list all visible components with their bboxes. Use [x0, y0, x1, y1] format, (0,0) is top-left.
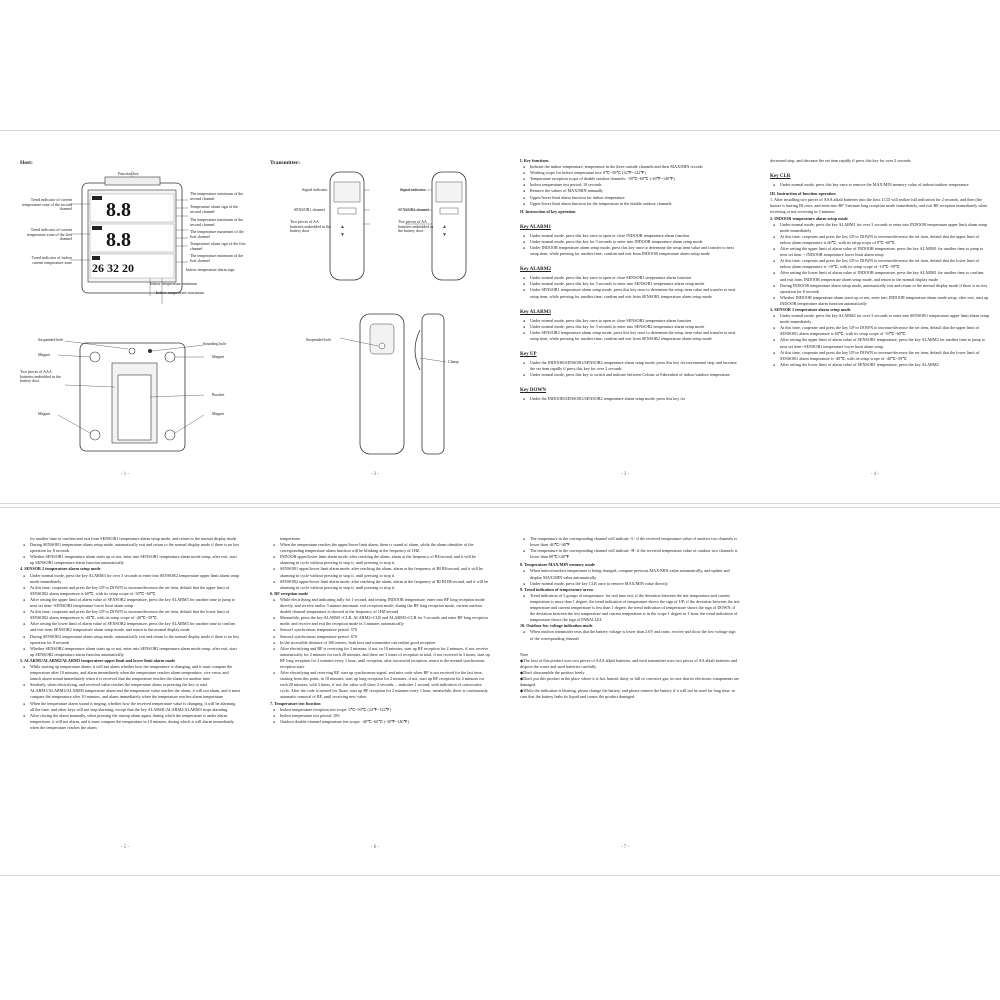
label-signal-2: Signal indicator [400, 187, 426, 192]
magnet-top-left [90, 352, 100, 362]
svg-text:▼: ▼ [340, 233, 345, 238]
page-number: - 2 - [370, 472, 380, 477]
step-item: ● After setting the lower limit of alarm value of INDOOR temperature, press the key ALARM1 for another time to confirm and exit from INDOOR temperature alarm setup mode, and return to the normal display mode [770, 270, 990, 282]
middle-rule-lower [0, 507, 1000, 508]
page-8-blank [750, 528, 1000, 858]
max-min-heading: 8. Temperature MAX/MIN memory mode [520, 562, 595, 568]
step-item: ● At this time, cooperate and press the key UP or DOWN to increase/decrease the set item, default that the upper limit of SENSOR1 alarm temperature is 60℃, with its setup scope of -39℃~60℃ [770, 325, 990, 337]
step-item: ● Indoor temperature reception test scope: 0℃~50℃ (32℉~122℉) [270, 707, 490, 713]
clamp [415, 330, 420, 370]
step-item: ● After electrifying and RF is receiving for 3 minutes, if not, in 10 minutes, start up RF reception for 2 minutes, if not, receive automatically for 2 minutes for each 20 minutes, and there are 3 times of reception in total, if not received in 3 times, start up RF long reception for 2 minutes every 1 hour, until reception, after successful reception, return to the normal synchronous reception state [270, 646, 490, 670]
svg-text:▲: ▲ [442, 225, 447, 230]
feature-item: ● Upper/lower limit alarm function for indoor temperature [520, 195, 740, 201]
transmitter-back-diagram [270, 310, 495, 460]
key-alarm2-label: Key ALARM2 [520, 267, 551, 273]
continued-text: for another time to confirm and exit from SENSOR1 temperature alarm setup mode, and return to the normal display mode [30, 536, 237, 541]
step-item: ● When the temperature reaches the upper/lower limit alarm, there is sound of alarm, while the alarm identifier of the corresponding temperature alarm function will be blinking at the frequency of 1HZ [270, 542, 490, 554]
label-batteries: Two pieces of AAA batteries embedded in the battery door [20, 369, 61, 384]
sensor1-alarm-heading: 3. SENSOR 1 temperature alarm setup mode [770, 306, 851, 312]
key-operation-heading: II. Instruction of key operation [520, 208, 576, 214]
page-1 [0, 150, 250, 485]
svg-text:▲: ▲ [340, 225, 345, 230]
step-item: ● The temperature in the corresponding channel will indicate -H- if the received temperature value of outdoor two channels is lower than 60℃/140℉. [520, 548, 740, 560]
step-item: ● Trend indication of 3 groups of temperature: for real time test, if the deviation between the test temperature and current temperature is more than 1 degree, the trend indication of temperature shows the sign of UP; if the deviation between the test temperature and current temperature is less than 1 degree, the trend indication of temperature shows the sign of DOWN; if the deviation between the test temperature and current temperature is in the scope 1 degree in 1 hour, the trend indication of temperature shows the sign of PARALLEL [520, 593, 740, 623]
rf-heading: 6. RF reception mode [270, 590, 309, 596]
magnet-bottom-right [165, 430, 175, 440]
page-number: - 7 - [620, 845, 630, 850]
step-item: ● While electrifying and indicating fully for 1 second, and testing INDOOR temperature, enter into RF long reception mode directly, and receive and/or 3 minute automatic exit reception mode; during the RF long reception mode, current outdoor double channel temperature is showed at the frequency of 1HZ/second [270, 597, 490, 615]
page-4 [750, 150, 1000, 485]
page-7 [500, 528, 750, 858]
svg-text:▼: ▼ [442, 233, 447, 238]
note-title: Note [520, 651, 529, 657]
step-item: ● SENSOR2 upper/lower limit alarm mode: after reaching the alarm, alarm at the frequency of BI BI BI/second, and it will be alarming in cycle without pressing to stop it, until pressing to stop it. [270, 579, 490, 591]
feature-item: ● Indoor temperature test period: 10 seconds [520, 182, 740, 188]
label-sensor1-channel: SENSOR1 channel [294, 207, 325, 212]
bracket [118, 375, 151, 440]
page-number: - 5 - [120, 845, 130, 850]
top-rule [0, 130, 1000, 131]
label-magnet-left: Magnet [38, 352, 51, 357]
page-number: - 6 - [370, 845, 380, 850]
step-item: ● After setting the upper limit of alarm value of SENSOR1 temperature, press the key ALARM2 for another time to jump to next set item--SENSOR1 temperature lower limit alarm setup [770, 337, 990, 349]
key-up-label: Key UP [520, 351, 537, 357]
step-item: ● In the accessible distance of 100 meters, both host and transmitter can realize good reception [270, 640, 490, 646]
paragraph: 1. After installing two pieces of AAA alkali batteries into the host, LCD will realize full indication for 2 seconds, and then (the buzzer is barring BI once, and enter into RF 3-minute long reception mode immediately, and exit RF reception immediately when receiving or not receiving in 3 minutes [770, 197, 988, 215]
key-alarm3-label: Key ALARM3 [520, 309, 551, 315]
key-item: ● Under normal mode, press this key to switch and indicate between Celsius or Fahrenheit of indoor/outdoor temperature [520, 372, 740, 378]
label-trend-first: Trend indicator of current temperature zone of the first channel [26, 227, 72, 242]
alarm-mode-heading: 5. ALARM1/ALARM2/ALARM3 temperature upper limit and lower limit alarm mode [20, 657, 176, 663]
clamp-body [422, 314, 444, 454]
key-item: ● Under normal mode, press this key for 3 seconds to enter into SENSOR1 temperature alarm setup mode [520, 281, 740, 287]
indoor-alarm-heading: 2. INDOOR temperature alarm setup mode [770, 215, 848, 221]
label-trend-indoor: Trend indicator of indoor current temperature zone [31, 255, 72, 265]
key-item: ● Under INDOOR temperature alarm setup mode, press this key once to determine the setup item value and transfer to next setup item, while pressing for another time, confirm and exit from INDOOR temperature alarm setup mode [520, 245, 740, 257]
step-item: ● After electrifying and receiving RF, start up synchronous signal, and miss code when RF is not received for the last time, starting from this point, in 10 minutes, start up long reception for 2 minutes, if not, start up RF reception for 2 minutes for each 20 minutes, with 3 times, if not, the value will show 2 seconds, – indicates 1 second, with indication of consecutive cycle. After the code is missed for 1hour, start up RF reception for 2 minutes every 1 hour, meanwhile, there is continuously automatic removal of RF, until receiving new value. [270, 670, 490, 700]
step-item: ● Under normal mode, press the key ALARM1 for over 3 seconds to enter into INDOOR temperature upper limit alarm setup mode immediately [770, 222, 990, 234]
transmitter-suspended-hole [379, 343, 385, 349]
label-magnet-right: Magnet [212, 354, 225, 359]
label-indoor-max: Indoor temperature maximum [156, 290, 204, 295]
label-sounding-hole: Sounding hole [203, 341, 227, 346]
label-indoor-min: Indoor temperature minimum [150, 281, 198, 286]
key-item: ● Under normal mode, press this key once to open or close SENSOR2 temperature alarm function [520, 318, 740, 324]
page-2 [250, 150, 500, 485]
key-item: ● Under normal mode, press this key once to open or close SENSOR1 temperature alarm function [520, 275, 740, 281]
label-indoor-alarm: Indoor temperature alarm sign [186, 267, 235, 272]
step-item: ● Whether SENSOR2 temperature alarm starts up or not, enter into SENSOR2 temperature alarm mode setup, after exit, start up SENSOR2 temperature alarm function automatically [20, 646, 240, 658]
label-alarm-sign-second: Temperature alarm sign of the second channel [190, 204, 239, 214]
feature-item: ● Working scope for indoor temperature test: 0℃~50℃ (32℉~122℉) [520, 170, 740, 176]
step-item: ● SENSOR1 upper/lower limit alarm mode: after reaching the alarm, alarm at the frequency of BI BI/second, and it will be alarming in cycle without pressing to stop it, until pressing to stop it. [270, 566, 490, 578]
label-magnet-bottom-left: Magnet [38, 411, 51, 416]
sensor2-alarm-heading: 4. SENSOR 2 temperature alarm setup mode [20, 566, 101, 572]
step-item: ● When indoor/outdoor temperature is being changed, compare previous MAX/MIN value automatically, and update and display MAX/MIN value automatically [520, 568, 740, 580]
label-function-key: Function key [118, 171, 139, 176]
key-item: ● Under normal mode, press this key for 3 seconds to enter into SENSOR2 temperature alarm setup mode [520, 324, 740, 330]
label-magnet-bottom-right: Magnet [212, 411, 225, 416]
key-item: ● Under the INDOOR/SENSOR1/SENSOR2 temperature alarm setup mode, press this key for [520, 396, 740, 402]
note-item: ◆Don't put this product in the place where it is hot, humid, dusty or full of corrosive gas, in case that its electronic components are damaged. [520, 675, 739, 688]
step-item: ● After closing the alarm manually, when pressing the startup alarm again, during which the temperature is under alarm temperature, it will not alarm, and it must compare the temperature in 10 minutes, during which it will alarm immediately when the temperature reaches the alarm [20, 713, 240, 731]
key-item: ● Under normal mode, press this key once to remove the MAX/MIN memory value of indoor/outdoor temperature [770, 182, 990, 188]
label-suspended-hole-tx: Suspended hole [306, 337, 332, 342]
step-item: ● During INDOOR temperature alarm setup mode, automatically exit and return to the normal display mode if there is no key operation for 8 seconds [770, 283, 990, 295]
key-alarm1-label: Key ALARM1 [520, 224, 551, 230]
note-item: ◆The host of this product uses two pieces of AAA alkali batteries, and each transmitter uses two pieces of AA alkali batteries and dispose the waste and used batteries carefully. [520, 657, 738, 669]
step-item: ● While starting up temperature alarm, it will not alarm whether how the temperature is changing, and it must compare the temperature after 10 minutes, and alarm immediately when the temperature reaches alarm temperature, vice versa, and launch alarm sound immediately when it is received that the temperature reaches the alarm for another time [20, 664, 240, 682]
transmitter-title: Transmitter: [270, 160, 301, 166]
step-item: ● After setting the lower limit of alarm value of SENSOR1 temperature, press the key ALARM2 [770, 362, 990, 368]
label-signal-1: Signal indicator [302, 187, 328, 192]
label-temp-max-first: The temperature maximum of the first channel [190, 229, 244, 239]
step-item: ● When outdoor transmitter tests that the battery voltage is lower than 2.6V and rains, receive and show the low voltage sign of the corresponding channel [520, 629, 740, 641]
note-item: ◆While the indication is blurring, please change the battery, and please remove the battery if it will not be used for long time, in case that the battery leaks its liquid and causes the product damaged. [520, 688, 735, 700]
step-item: ● Whether SENSOR1 temperature alarm starts up or not, enter into SENSOR1 temperature alarm mode setup, after exit, start up SENSOR1 temperature alarm function automatically [20, 554, 240, 566]
step-item: ● INDOOR upper/lower limit alarm mode: after reaching the alarm, alarm at the frequency of BI/second, and it will be alarming in cycle without pressing to stop it, until pressing to stop it. [270, 554, 490, 566]
feature-item: ● Remove the values of MAX/MIN manually [520, 188, 740, 194]
step-item: ● At this time, cooperate and press the key UP or DOWN to increase/decrease the set item, default that the lower limit of SENSOR2 alarm temperature is -40℃, with its setup scope of -40℃~59℃ [20, 609, 240, 621]
low-voltage-heading: 10. Outdoor low voltage indication mode [520, 623, 593, 629]
key-item: ● Under SENSOR1 temperature alarm setup mode, press this key once to determine the setup item value and transfer to next setup item, while pressing for another time, confirm and exit from SENSOR1 temperature alarm setup mode [520, 287, 740, 299]
bottom-spread [0, 528, 1000, 858]
note-item: ◆Don't disassemble the product freely [520, 669, 585, 675]
step-item: ● During SENSOR2 temperature alarm setup mode, automatically exit and return to the normal display mode if there is no key operation for 8 seconds [20, 634, 240, 646]
key-clr-label: Key CLR [770, 174, 791, 180]
suspended-hole [129, 348, 135, 354]
key-item: ● Under normal mode, press this key once to open or close INDOOR temperature alarm function [520, 233, 740, 239]
bottom-rule [0, 875, 1000, 876]
step-item: ● Outdoor double-channel temperature test scope: -40℃~60℃ (-40℉~140℉) [270, 719, 490, 725]
label-alarm-sign-first: Temperature alarm sign of the first channel [190, 241, 246, 251]
label-temp-min-first: The temperature minimum of the first channel [190, 253, 244, 263]
label-batteries-1: Two pieces of AA batteries embedded in the battery door [290, 219, 331, 234]
middle-rule-upper [0, 503, 1000, 504]
continued-text: decreased step, and decrease the set item rapidly if press this key for over 2 seconds [770, 158, 911, 163]
key-item: ● Under normal mode, press this key for 3 seconds to enter into INDOOR temperature alarm setup mode [520, 239, 740, 245]
function-operation-heading: III. Instruction of function operation [770, 191, 836, 197]
lcd-row-1: 8.8 [106, 199, 131, 221]
label-temp-min-second-2: The temperature minimum of the second channel [190, 217, 244, 227]
step-item: ● Whether INDOOR temperature alarm starts up or not, enter into INDOOR temperature alarm mode setup, after exit, start up INDOOR temperature alarm function automatically [770, 295, 990, 307]
step-item: ● After setting the lower limit of alarm value of SENSOR2 temperature, press the key ALARM3 for another time to confirm and exit from SENSOR2 temperature alarm setup mode, and return to the normal display mode [20, 621, 240, 633]
step-item: ● After setting the upper limit of alarm value of SENSOR2 temperature, press the key ALARM3 for another time to jump to next set item--SENSOR2 temperature lower limit alarm setup [20, 597, 240, 609]
step-item: ● Under normal mode, press the key ALARM3 for over 3 seconds to enter into SENSOR2 temperature upper limit alarm setup mode immediately [20, 573, 240, 585]
label-trend-second: Trend indicator of current temperature zone of the second channel [22, 197, 72, 212]
step-item: ● At this time, cooperate and press the key UP or DOWN to increase/decrease the set item, default that the upper limit of indoor alarm temperature is 60℃, with its setup scope of 0℃~60℃ [770, 234, 990, 246]
step-item: ● The temperature in the corresponding channel will indicate -L- if the received temperature value of outdoor two channels is lower than -40℃/-40℉ [520, 536, 740, 548]
step-item: ● Similarly, when electrifying, and received value reaches the temperature alarm or pressing the key to start ALARM1/ALARM2/ALARM3 temperature alarm and the temperature value reaches the alarm, it will not alarm, and it must compare the temperature after 10 minutes, and alarm immediately when the temperature reaches alarm temperature [20, 682, 240, 700]
label-temp-min-second: The temperature minimum of the second channel [190, 191, 244, 201]
key-down-label: Key DOWN [520, 388, 546, 394]
key-item: ● Under SENSOR2 temperature alarm setup mode, press this key once to determine the setup item value and transfer to next setup item, while pressing for another time, confirm and exit from SENSOR2 temperature alarm setup mode [520, 330, 740, 342]
function-key-bar [105, 177, 160, 185]
trend-heading: 9. Trend indication of temperature arrow [520, 586, 594, 592]
label-sensor2-channel: SENSOR2 channel [398, 207, 429, 212]
label-clamp: Clamp [448, 359, 459, 364]
top-spread [0, 150, 1000, 485]
page-6 [250, 528, 500, 858]
step-item: ● When the temperature alarm sound is ringing, whether how the received temperature value is changing, it will be alarming all the time, and other keys will not stop alarming, except that the key ALARM1/ALARM2/ALARM3 stops alarming. [20, 701, 240, 713]
step-item: ● Under normal mode, press the key ALARM2 for over 3 seconds to enter into SENSOR1 temperature upper limit alarm setup mode immediately [770, 313, 990, 325]
step-item: ● At this time, cooperate and press the key UP or DOWN to increase/decrease the set item, default that the lower limit of SENSOR1 alarm temperature is -40℃, with its setup scope of -40℃~59℃ [770, 350, 990, 362]
step-item: ● Under normal mode, press the key CLR once to remove MAX/MIN value directly [520, 581, 740, 587]
feature-item: ● Temperature reception scope of double outdoor channels: -50℃~60℃ (-40℉~140℉) [520, 176, 740, 182]
page-3 [500, 150, 750, 485]
step-item: ● At this time, cooperate and press the key UP or DOWN to increase/decrease the set item, default that the upper limit of SENSOR2 alarm temperature is 60℃, with its setup scope of -39℃~60℃ [20, 585, 240, 597]
feature-item: ● Upper/lower limit alarm function for the temperature in the double outdoor channels [520, 201, 740, 207]
step-item: ● Indoor temperature test period: 10S [270, 713, 490, 719]
step-item: ● At this time, cooperate and press the key UP or DOWN to increase/decrease the set item, default that the lower limit of indoor alarm temperature is -10℃, with its setup scope of -10℃~59℃ [770, 258, 990, 270]
magnet-top-right [165, 352, 175, 362]
key-functions-heading: I. Key functions [520, 158, 549, 163]
continued-text: temperature. [280, 536, 302, 541]
lcd-row-3: 26 32 20 [92, 261, 134, 275]
step-item: ● Sensor1 synchronous temperature period: 57S [270, 627, 490, 633]
test-function-heading: 7. Temperature test function [270, 700, 321, 706]
lcd-row-2: 8.8 [106, 229, 131, 251]
step-item: ● After setting the upper limit of alarm value of INDOOR temperature, press the key ALARM1 for another time to jump to next set item -- INDOOR temperature lower limit alarm setup [770, 246, 990, 258]
label-batteries-2: Two pieces of AA batteries embedded in the battery door [398, 219, 434, 234]
page-number: - 1 - [120, 472, 130, 477]
feature-item: ● Indicate the indoor temperature, temperature in the three outside channels and their MAX/MIN records [520, 164, 740, 170]
page-number: - 3 - [620, 472, 630, 477]
step-item: ● Meanwhile, press the key ALARM1+CLR, ALARM2+CLR and ALARM3+CLR for 3 seconds and enter RF long reception mode, and receive and exit the reception mode in 3 minutes automatically [270, 615, 490, 627]
label-bracket: Bracket [212, 392, 225, 397]
key-item: ● Under the INDOOR/SENSOR1/SENSOR2 temperature alarm setup mode, press this key for incremental step, and increase the set item rapidly if press this key for over 2 seconds [520, 360, 740, 372]
label-suspended-hole: Suspended hole [38, 337, 64, 342]
page-number: - 4 - [870, 472, 880, 477]
host-title: Host: [20, 160, 33, 166]
page-5 [0, 528, 250, 858]
magnet-bottom-left [90, 430, 100, 440]
step-item: ● Sensor2 synchronous temperature period: 67S [270, 634, 490, 640]
step-item: ● During SENSOR1 temperature alarm setup mode, automatically exit and return to the normal display mode if there is no key operation for 8 seconds [20, 542, 240, 554]
